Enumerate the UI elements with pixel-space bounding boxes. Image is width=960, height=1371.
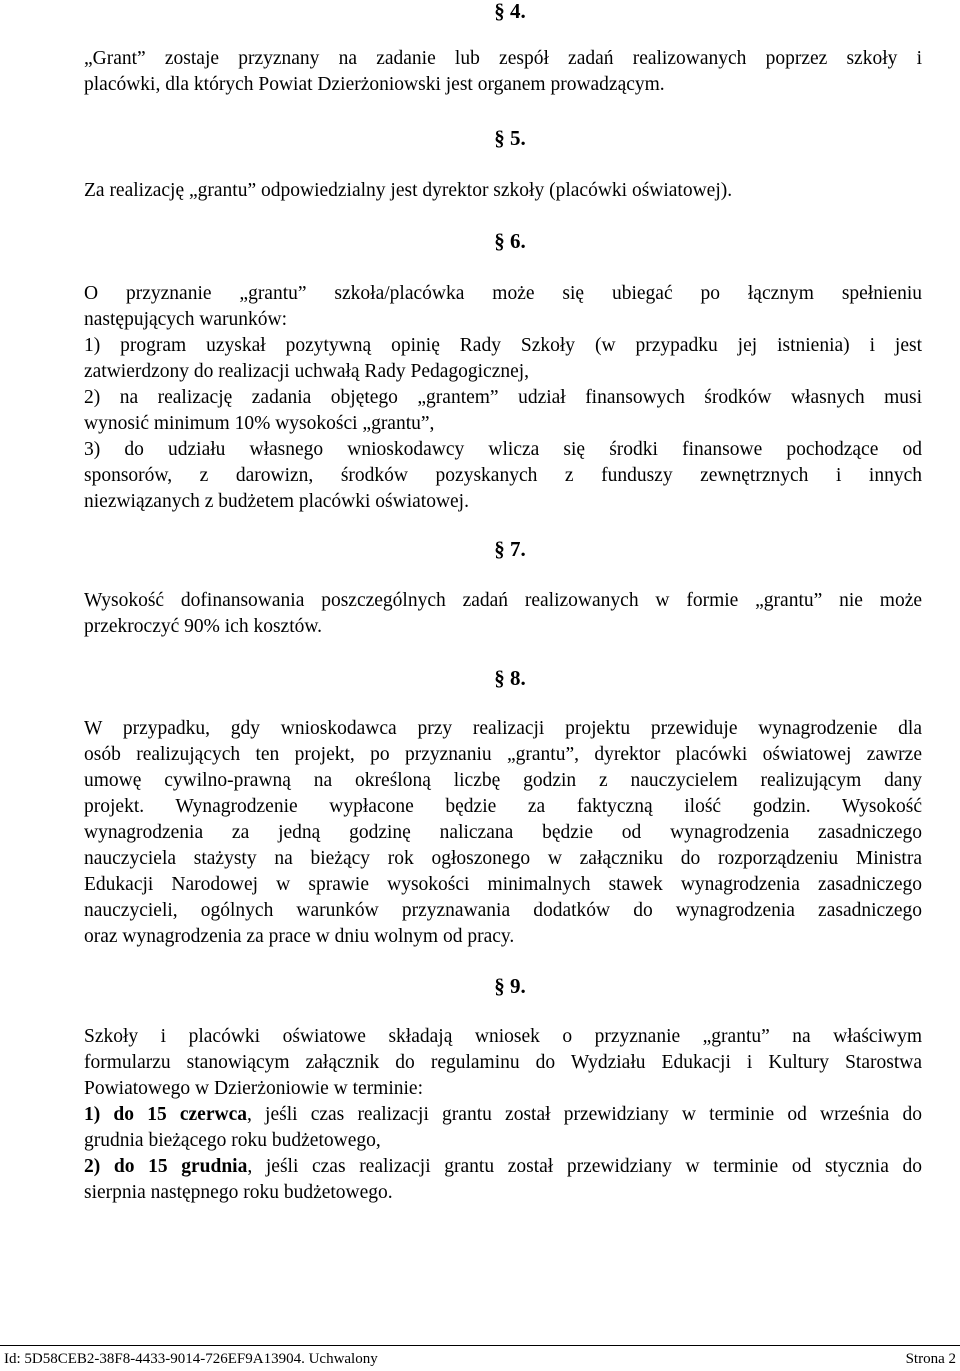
term-item-1 xyxy=(84,1102,922,1128)
text-line: placówki, dla których Powiat Dzierżoniowski jest organem prowadzącym. xyxy=(84,74,665,95)
text-line: Powiatowego w Dzierżoniowie w terminie: xyxy=(84,1078,423,1099)
section-heading-4: § 4. xyxy=(494,0,526,23)
text-line: sponsorów, z darowizn, środków pozyskanych z funduszy zewnętrznych i innych xyxy=(84,465,922,486)
text-line: umowę cywilno-prawną na określoną liczbę godzin z nauczycielem realizującym dany xyxy=(84,770,922,791)
term-text: , jeśli czas realizacji grantu został przewidziany w terminie od stycznia do xyxy=(247,1156,922,1177)
text-line: przekroczyć 90% ich kosztów. xyxy=(84,616,323,637)
footer-document-id: Id: 5D58CEB2-38F8-4433-9014-726EF9A13904. Uchwalony xyxy=(4,1351,378,1367)
text-line: 1) program uzyskał pozytywną opinię Rady Szkoły (w przypadku jej istnienia) i jest xyxy=(84,335,922,356)
text-line: O przyznanie „grantu” szkoła/placówka może się ubiegać po łącznym spełnieniu xyxy=(84,283,922,304)
term-date: 1) do 15 czerwca xyxy=(84,1104,247,1125)
section-heading-5: § 5. xyxy=(494,126,526,150)
text-line: nauczyciela stażysty na bieżący rok ogłoszonego w załączniku do rozporządzeniu Ministra xyxy=(84,848,922,869)
section-4-text xyxy=(84,46,922,98)
term-item-2 xyxy=(84,1154,922,1180)
text-line: 3) do udziału własnego wnioskodawcy wlicza się środki finansowe pochodzące od xyxy=(84,439,922,460)
section-7-text xyxy=(84,588,922,640)
text-line: sierpnia następnego roku budżetowego. xyxy=(84,1182,393,1203)
text-line: Szkoły i placówki oświatowe składają wniosek o przyznanie „grantu” na właściwym xyxy=(84,1026,922,1047)
text-line: W przypadku, gdy wnioskodawca przy realizacji projektu przewiduje wynagrodzenie dla xyxy=(84,718,922,739)
text-line: „Grant” zostaje przyznany na zadanie lub zespół zadań realizowanych poprzez szkoły i xyxy=(84,48,922,69)
term-text: , jeśli czas realizacji grantu został przewidziany w terminie od września do xyxy=(246,1104,922,1125)
text-line: zatwierdzony do realizacji uchwałą Rady Pedagogicznej, xyxy=(84,361,530,382)
text-line: niezwiązanych z budżetem placówki oświatowej. xyxy=(84,491,469,512)
text-line: Za realizację „grantu” odpowiedzialny jest dyrektor szkoły (placówki oświatowej). xyxy=(84,180,733,201)
section-heading-7: § 7. xyxy=(494,537,526,561)
term-date: 2) do 15 grudnia xyxy=(84,1156,248,1177)
text-line: formularzu stanowiącym załącznik do regulaminu do Wydziału Edukacji i Kultury Starostwa xyxy=(84,1052,922,1073)
text-line: osób realizujących ten projekt, po przyznaniu „grantu”, dyrektor placówki oświatowej zawrze xyxy=(84,744,922,765)
text-line: oraz wynagrodzenia za prace w dniu wolnym od pracy. xyxy=(84,926,515,947)
section-8-text xyxy=(84,716,922,950)
section-heading-6: § 6. xyxy=(494,229,526,253)
text-line: grudnia bieżącego roku budżetowego, xyxy=(84,1130,381,1151)
section-5-text xyxy=(84,178,922,204)
text-line: następujących warunków: xyxy=(84,309,288,330)
section-heading-8: § 8. xyxy=(494,666,526,690)
section-6-text xyxy=(84,281,922,515)
section-heading-9: § 9. xyxy=(494,974,526,998)
text-line: Wysokość dofinansowania poszczególnych zadań realizowanych w formie „grantu” nie może xyxy=(84,590,922,611)
text-line: wynosić minimum 10% wysokości „grantu”, xyxy=(84,413,435,434)
section-9-text xyxy=(84,1024,922,1206)
footer-page-number: Strona 2 xyxy=(905,1351,956,1367)
footer-divider xyxy=(0,1345,960,1346)
text-line: wynagrodzenia za jedną godzinę naliczana będzie od wynagrodzenia zasadniczego xyxy=(84,822,922,843)
text-line: projekt. Wynagrodzenie wypłacone będzie za faktyczną ilość godzin. Wysokość xyxy=(84,796,922,817)
text-line: Edukacji Narodowej w sprawie wysokości minimalnych stawek wynagrodzenia zasadniczego xyxy=(84,874,922,895)
text-line: 2) na realizację zadania objętego „grantem” udział finansowych środków własnych musi xyxy=(84,387,922,408)
text-line: nauczycieli, ogólnych warunków przyznawania dodatków do wynagrodzenia zasadniczego xyxy=(84,900,922,921)
